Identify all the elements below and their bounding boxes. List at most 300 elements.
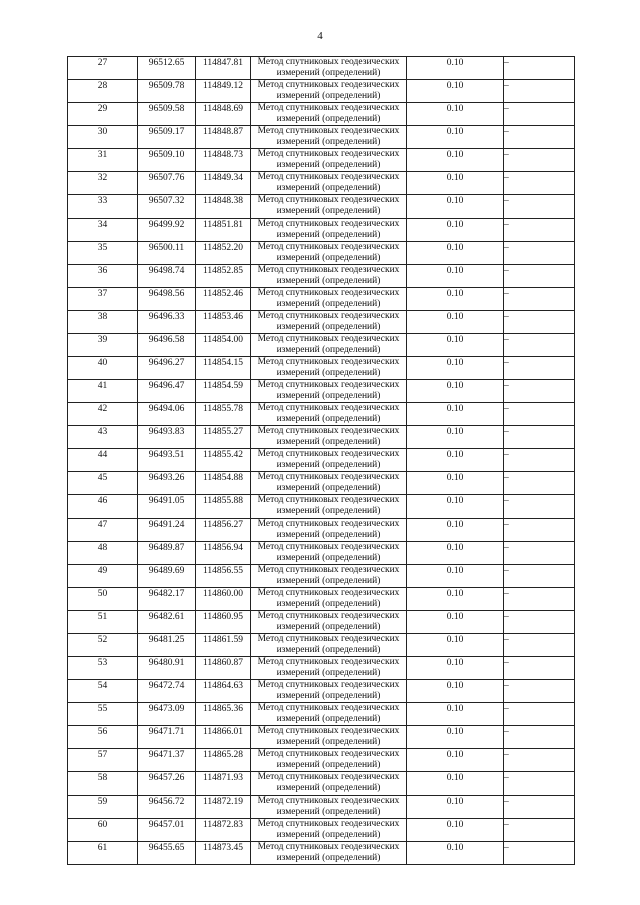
coordinate-x-cell [138, 564, 196, 587]
coordinate-x-text: 96489.69 [148, 565, 185, 576]
coordinate-x-cell [138, 103, 196, 126]
coordinate-y-cell [196, 380, 251, 403]
description-text: – [504, 242, 509, 253]
method-text: Метод спутниковых геодезических измерений (определений) [257, 472, 400, 494]
description-cell [504, 564, 575, 587]
coordinate-y-text: 114866.01 [202, 727, 244, 738]
coordinate-y-cell [196, 657, 251, 680]
description-cell [504, 126, 575, 149]
method-cell [251, 518, 407, 541]
coordinate-x-cell [138, 241, 196, 264]
coordinate-x-cell [138, 587, 196, 610]
method-cell [251, 680, 407, 703]
point-number-cell [68, 195, 138, 218]
coordinate-x-text: 96493.83 [148, 427, 185, 438]
coordinate-y-text: 114849.12 [202, 81, 244, 92]
method-text: Метод спутниковых геодезических измерений (определений) [257, 518, 400, 540]
coordinate-x-text: 96480.91 [148, 658, 185, 669]
description-text: – [504, 58, 509, 68]
coordinate-y-cell [196, 587, 251, 610]
point-number-cell [68, 287, 138, 310]
accuracy-text: 0.10 [446, 81, 464, 92]
point-number-cell [68, 587, 138, 610]
method-cell [251, 495, 407, 518]
coordinate-y-cell [196, 610, 251, 633]
coordinate-y-cell [196, 218, 251, 241]
method-text: Метод спутниковых геодезических измерений (определений) [257, 449, 400, 471]
coordinate-y-text: 114848.38 [202, 196, 244, 207]
method-cell [251, 218, 407, 241]
coordinate-y-text: 114872.83 [202, 819, 244, 830]
table-row [68, 703, 575, 726]
description-text: – [504, 750, 509, 761]
coordinate-x-text: 96455.65 [148, 842, 185, 853]
description-text: – [504, 404, 509, 415]
point-number-text: 61 [97, 842, 108, 853]
method-cell [251, 426, 407, 449]
coordinate-y-text: 114852.46 [202, 288, 244, 299]
accuracy-text: 0.10 [446, 473, 464, 484]
method-cell [251, 818, 407, 841]
accuracy-text: 0.10 [446, 727, 464, 738]
description-text: – [504, 150, 509, 161]
table-row [68, 633, 575, 656]
point-number-cell [68, 657, 138, 680]
table-row [68, 287, 575, 310]
point-number-text: 43 [97, 427, 108, 438]
method-text: Метод спутниковых геодезических измерений (определений) [257, 333, 400, 355]
method-text: Метод спутниковых геодезических измерений (определений) [257, 380, 400, 402]
description-text: – [504, 381, 509, 392]
description-cell [504, 149, 575, 172]
description-text: – [504, 681, 509, 692]
description-text: – [504, 658, 509, 669]
coordinate-x-cell [138, 218, 196, 241]
accuracy-cell [407, 495, 504, 518]
accuracy-text: 0.10 [446, 288, 464, 299]
table-row [68, 680, 575, 703]
point-number-text: 56 [97, 727, 108, 738]
coordinate-y-text: 114854.88 [202, 473, 244, 484]
method-cell [251, 149, 407, 172]
accuracy-text: 0.10 [446, 127, 464, 138]
table-row [68, 495, 575, 518]
description-cell [504, 841, 575, 864]
description-text: – [504, 842, 509, 853]
description-text: – [504, 496, 509, 507]
accuracy-cell [407, 149, 504, 172]
method-cell [251, 472, 407, 495]
coordinate-x-text: 96493.51 [148, 450, 185, 461]
coordinate-x-text: 96472.74 [148, 681, 185, 692]
coordinate-y-cell [196, 564, 251, 587]
point-number-text: 30 [97, 127, 108, 138]
coordinate-y-text: 114852.20 [202, 242, 244, 253]
accuracy-cell [407, 264, 504, 287]
table-row [68, 57, 575, 80]
description-text: – [504, 773, 509, 784]
accuracy-cell [407, 633, 504, 656]
coordinate-y-cell [196, 795, 251, 818]
accuracy-text: 0.10 [446, 265, 464, 276]
coordinate-y-cell [196, 195, 251, 218]
coordinate-x-text: 96481.25 [148, 634, 185, 645]
method-text: Метод спутниковых геодезических измерений (определений) [257, 680, 400, 702]
description-cell [504, 633, 575, 656]
table-row [68, 126, 575, 149]
coordinate-y-cell [196, 357, 251, 380]
coordinate-y-cell [196, 241, 251, 264]
method-text: Метод спутниковых геодезических измерений (определений) [257, 610, 400, 632]
accuracy-cell [407, 357, 504, 380]
coordinate-y-text: 114856.94 [202, 542, 244, 553]
point-number-cell [68, 333, 138, 356]
method-cell [251, 287, 407, 310]
table-row [68, 426, 575, 449]
method-text: Метод спутниковых геодезических измерений (определений) [257, 541, 400, 563]
point-number-cell [68, 80, 138, 103]
accuracy-text: 0.10 [446, 404, 464, 415]
description-cell [504, 680, 575, 703]
method-text: Метод спутниковых геодезических измерений (определений) [257, 495, 400, 517]
accuracy-cell [407, 541, 504, 564]
coordinate-x-cell [138, 380, 196, 403]
point-number-cell [68, 241, 138, 264]
accuracy-cell [407, 472, 504, 495]
coordinate-y-text: 114849.34 [202, 173, 244, 184]
description-text: – [504, 473, 509, 484]
method-cell [251, 541, 407, 564]
accuracy-cell [407, 726, 504, 749]
point-number-text: 37 [97, 288, 108, 299]
description-text: – [504, 81, 509, 92]
point-number-cell [68, 310, 138, 333]
description-cell [504, 587, 575, 610]
table-row [68, 541, 575, 564]
coordinate-x-cell [138, 518, 196, 541]
description-text: – [504, 311, 509, 322]
method-text: Метод спутниковых геодезических измерений (определений) [257, 795, 400, 817]
accuracy-text: 0.10 [446, 796, 464, 807]
coordinates-table-body [68, 57, 575, 865]
method-text: Метод спутниковых геодезических измерений (определений) [257, 403, 400, 425]
method-text: Метод спутниковых геодезических измерений (определений) [257, 818, 400, 840]
coordinate-y-text: 114865.36 [202, 704, 244, 715]
method-cell [251, 310, 407, 333]
point-number-text: 54 [97, 681, 108, 692]
accuracy-text: 0.10 [446, 611, 464, 622]
table-row [68, 310, 575, 333]
point-number-cell [68, 403, 138, 426]
description-cell [504, 610, 575, 633]
coordinate-y-text: 114852.85 [202, 265, 244, 276]
table-row [68, 172, 575, 195]
accuracy-cell [407, 749, 504, 772]
description-cell [504, 472, 575, 495]
point-number-text: 41 [97, 381, 108, 392]
table-row [68, 610, 575, 633]
coordinate-y-cell [196, 333, 251, 356]
method-cell [251, 795, 407, 818]
accuracy-text: 0.10 [446, 358, 464, 369]
accuracy-text: 0.10 [446, 196, 464, 207]
point-number-text: 27 [97, 58, 108, 68]
method-cell [251, 103, 407, 126]
coordinate-x-text: 96498.74 [148, 265, 185, 276]
point-number-cell [68, 772, 138, 795]
coordinate-y-text: 114860.87 [202, 658, 244, 669]
point-number-text: 57 [97, 750, 108, 761]
method-cell [251, 80, 407, 103]
coordinate-x-cell [138, 57, 196, 80]
description-text: – [504, 104, 509, 115]
coordinate-x-cell [138, 680, 196, 703]
point-number-text: 58 [97, 773, 108, 784]
description-cell [504, 541, 575, 564]
description-cell [504, 195, 575, 218]
description-text: – [504, 334, 509, 345]
coordinate-x-text: 96494.06 [148, 404, 185, 415]
coordinate-x-cell [138, 818, 196, 841]
accuracy-cell [407, 657, 504, 680]
coordinate-x-text: 96496.33 [148, 311, 185, 322]
coordinate-y-cell [196, 449, 251, 472]
method-text: Метод спутниковых геодезических измерений (определений) [257, 80, 400, 102]
method-cell [251, 333, 407, 356]
coordinate-y-cell [196, 841, 251, 864]
accuracy-text: 0.10 [446, 819, 464, 830]
method-text: Метод спутниковых геодезических измерений (определений) [257, 587, 400, 609]
coordinate-y-text: 114853.46 [202, 311, 244, 322]
coordinate-x-text: 96498.56 [148, 288, 185, 299]
method-text: Метод спутниковых геодезических измерений (определений) [257, 426, 400, 448]
coordinate-x-cell [138, 449, 196, 472]
method-cell [251, 264, 407, 287]
coordinate-x-text: 96509.17 [148, 127, 185, 138]
coordinate-x-cell [138, 172, 196, 195]
table-row [68, 518, 575, 541]
description-text: – [504, 427, 509, 438]
point-number-text: 49 [97, 565, 108, 576]
coordinate-x-text: 96507.32 [148, 196, 185, 207]
point-number-cell [68, 357, 138, 380]
method-text: Метод спутниковых геодезических измерений (определений) [257, 564, 400, 586]
point-number-cell [68, 749, 138, 772]
method-text: Метод спутниковых геодезических измерений (определений) [257, 310, 400, 332]
coordinate-x-cell [138, 657, 196, 680]
coordinate-x-cell [138, 310, 196, 333]
method-text: Метод спутниковых геодезических измерений (определений) [257, 103, 400, 125]
coordinate-y-cell [196, 518, 251, 541]
coordinate-y-text: 114872.19 [202, 796, 244, 807]
accuracy-cell [407, 333, 504, 356]
description-cell [504, 772, 575, 795]
accuracy-cell [407, 80, 504, 103]
method-cell [251, 126, 407, 149]
description-text: – [504, 265, 509, 276]
coordinate-y-cell [196, 310, 251, 333]
accuracy-text: 0.10 [446, 381, 464, 392]
method-text: Метод спутниковых геодезических измерений (определений) [257, 749, 400, 771]
coordinate-x-text: 96491.05 [148, 496, 185, 507]
coordinate-y-text: 114873.45 [202, 842, 244, 853]
description-text: – [504, 173, 509, 184]
coordinate-y-text: 114856.27 [202, 519, 244, 530]
coordinate-x-text: 96471.37 [148, 750, 185, 761]
coordinate-x-cell [138, 726, 196, 749]
accuracy-cell [407, 241, 504, 264]
method-text: Метод спутниковых геодезических измерений (определений) [257, 172, 400, 194]
description-cell [504, 287, 575, 310]
table-row [68, 403, 575, 426]
table-row [68, 657, 575, 680]
point-number-text: 38 [97, 311, 108, 322]
coordinate-x-cell [138, 264, 196, 287]
description-cell [504, 172, 575, 195]
coordinate-x-cell [138, 472, 196, 495]
accuracy-text: 0.10 [446, 519, 464, 530]
description-cell [504, 657, 575, 680]
table-row [68, 749, 575, 772]
coordinate-x-text: 96493.26 [148, 473, 185, 484]
point-number-text: 35 [97, 242, 108, 253]
coordinate-y-cell [196, 680, 251, 703]
point-number-cell [68, 149, 138, 172]
coordinates-table [67, 56, 575, 865]
accuracy-text: 0.10 [446, 104, 464, 115]
coordinate-x-cell [138, 703, 196, 726]
description-text: – [504, 819, 509, 830]
point-number-cell [68, 564, 138, 587]
method-cell [251, 772, 407, 795]
table-row [68, 795, 575, 818]
coordinate-x-cell [138, 749, 196, 772]
description-text: – [504, 219, 509, 230]
table-row [68, 241, 575, 264]
coordinate-x-text: 96500.11 [148, 242, 185, 253]
method-cell [251, 841, 407, 864]
description-cell [504, 818, 575, 841]
point-number-cell [68, 380, 138, 403]
description-cell [504, 103, 575, 126]
method-cell [251, 241, 407, 264]
point-number-text: 50 [97, 588, 108, 599]
accuracy-text: 0.10 [446, 311, 464, 322]
description-cell [504, 218, 575, 241]
coordinate-x-text: 96509.78 [148, 81, 185, 92]
coordinate-y-cell [196, 772, 251, 795]
coordinate-y-text: 114860.95 [202, 611, 244, 622]
coordinate-x-text: 96507.76 [148, 173, 185, 184]
coordinate-x-text: 96496.58 [148, 334, 185, 345]
coordinate-y-cell [196, 726, 251, 749]
method-text: Метод спутниковых геодезических измерений (определений) [257, 241, 400, 263]
method-text: Метод спутниковых геодезических измерений (определений) [257, 357, 400, 379]
point-number-cell [68, 472, 138, 495]
description-cell [504, 726, 575, 749]
point-number-cell [68, 426, 138, 449]
accuracy-cell [407, 426, 504, 449]
coordinate-x-text: 96482.17 [148, 588, 185, 599]
accuracy-text: 0.10 [446, 150, 464, 161]
method-cell [251, 564, 407, 587]
point-number-text: 60 [97, 819, 108, 830]
table-row [68, 264, 575, 287]
method-cell [251, 749, 407, 772]
coordinate-y-text: 114855.78 [202, 404, 244, 415]
accuracy-cell [407, 310, 504, 333]
point-number-cell [68, 518, 138, 541]
accuracy-cell [407, 195, 504, 218]
point-number-text: 47 [97, 519, 108, 530]
table-row [68, 333, 575, 356]
method-cell [251, 357, 407, 380]
coordinate-x-cell [138, 149, 196, 172]
accuracy-cell [407, 449, 504, 472]
table-row [68, 587, 575, 610]
accuracy-cell [407, 57, 504, 80]
coordinate-y-cell [196, 472, 251, 495]
coordinate-x-text: 96457.01 [148, 819, 185, 830]
accuracy-cell [407, 518, 504, 541]
accuracy-cell [407, 172, 504, 195]
point-number-text: 32 [97, 173, 108, 184]
method-cell [251, 449, 407, 472]
accuracy-cell [407, 703, 504, 726]
coordinate-x-cell [138, 541, 196, 564]
description-text: – [504, 796, 509, 807]
point-number-text: 52 [97, 634, 108, 645]
point-number-cell [68, 541, 138, 564]
coordinate-x-text: 96456.72 [148, 796, 185, 807]
coordinate-x-text: 96473.09 [148, 704, 185, 715]
method-cell [251, 610, 407, 633]
description-cell [504, 495, 575, 518]
coordinate-y-cell [196, 818, 251, 841]
coordinate-x-text: 96489.87 [148, 542, 185, 553]
accuracy-cell [407, 680, 504, 703]
coordinate-x-cell [138, 426, 196, 449]
coordinate-y-text: 114848.87 [202, 127, 244, 138]
point-number-text: 45 [97, 473, 108, 484]
coordinate-x-cell [138, 403, 196, 426]
accuracy-cell [407, 126, 504, 149]
point-number-cell [68, 818, 138, 841]
method-text: Метод спутниковых геодезических измерений (определений) [257, 726, 400, 748]
method-text: Метод спутниковых геодезических измерений (определений) [257, 149, 400, 171]
table-row [68, 80, 575, 103]
table-row [68, 195, 575, 218]
coordinate-y-text: 114855.88 [202, 496, 244, 507]
coordinate-y-cell [196, 633, 251, 656]
description-text: – [504, 127, 509, 138]
accuracy-cell [407, 403, 504, 426]
method-cell [251, 633, 407, 656]
description-cell [504, 426, 575, 449]
coordinate-x-cell [138, 841, 196, 864]
point-number-cell [68, 680, 138, 703]
accuracy-text: 0.10 [446, 334, 464, 345]
point-number-cell [68, 264, 138, 287]
method-text: Метод спутниковых геодезических измерений (определений) [257, 287, 400, 309]
method-text: Метод спутниковых геодезических измерений (определений) [257, 841, 400, 863]
point-number-text: 36 [97, 265, 108, 276]
coordinate-y-text: 114847.81 [202, 58, 244, 68]
coordinate-y-cell [196, 103, 251, 126]
method-cell [251, 726, 407, 749]
method-cell [251, 57, 407, 80]
coordinate-x-cell [138, 287, 196, 310]
